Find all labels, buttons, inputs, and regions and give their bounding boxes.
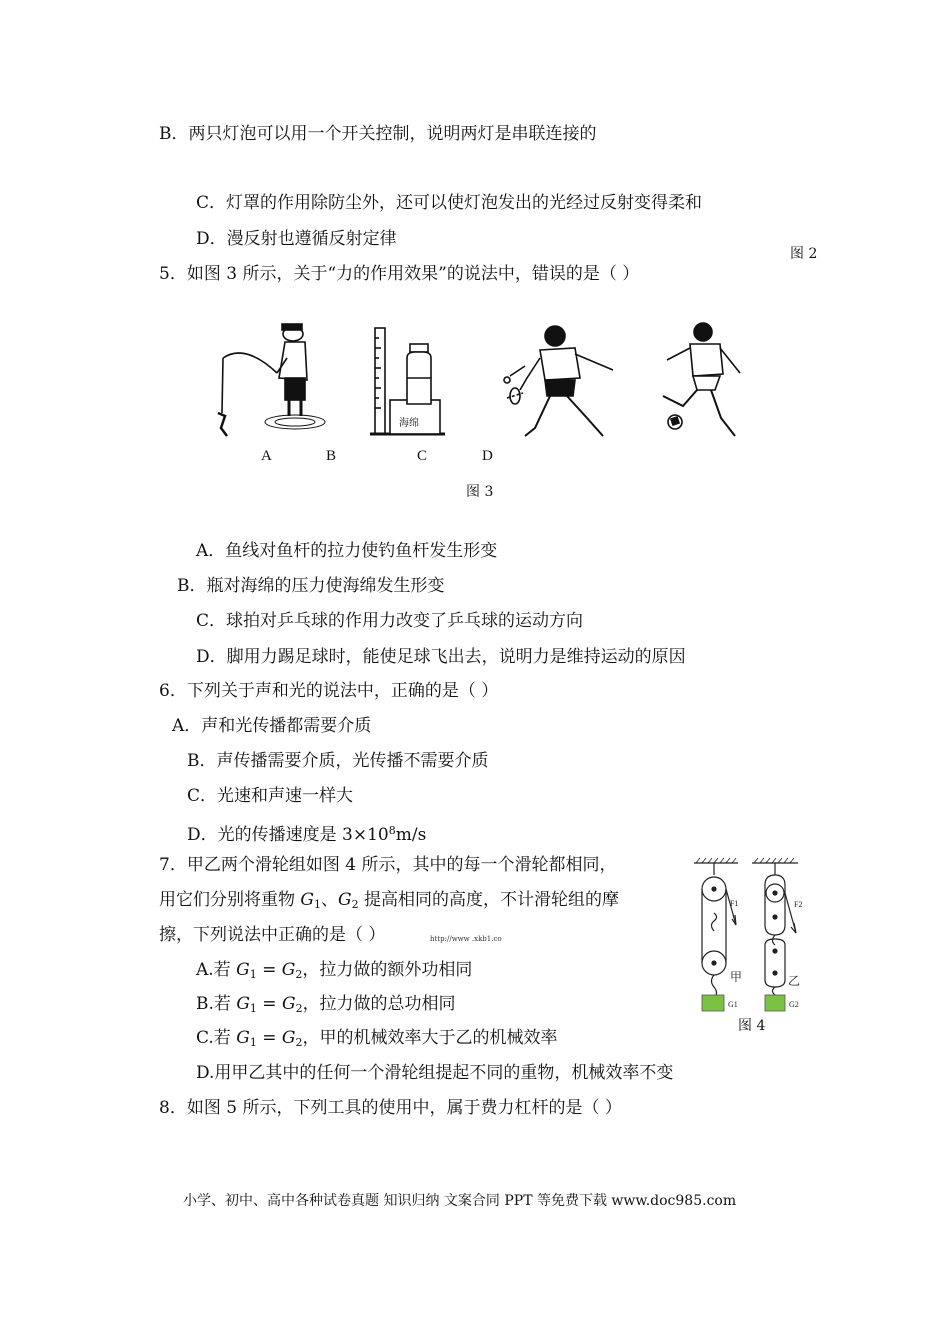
q6-option-b: B．声传播需要介质，光传播不需要介质 xyxy=(187,751,489,771)
pulley-label-jia: 甲 xyxy=(730,970,743,984)
page-footer: 小学、初中、高中各种试卷真题 知识归纳 文案合同 PPT 等免费下载 www.doc985.com xyxy=(183,1193,737,1209)
figure-4-pulleys xyxy=(690,855,815,1020)
table-tennis-drawing xyxy=(504,326,613,436)
pulley-label-g1: G1 xyxy=(728,1000,738,1009)
pulley-label-g2: G2 xyxy=(789,1000,799,1009)
q4-option-b: B．两只灯泡可以用一个开关控制，说明两灯是串联连接的 xyxy=(159,124,597,144)
q7-option-c: C.若 $G_1 = G_2$，甲的机械效率大于乙的机械效率 xyxy=(196,1028,558,1049)
figure-3-illustration xyxy=(215,318,760,448)
figure-4-caption: 图 4 xyxy=(738,1018,766,1034)
q7-stem-line3: 擦，下列说法中正确的是（ ） xyxy=(159,925,386,945)
q7-option-d: D.用甲乙其中的任何一个滑轮组提起不同的重物，机械效率不变 xyxy=(196,1063,674,1083)
q7-option-b: B.若 $G_1 = G_2$，拉力做的总功相同 xyxy=(196,994,456,1015)
figure-2-caption: 图 2 xyxy=(790,246,818,262)
pulley-label-f1: F1 xyxy=(730,899,739,908)
watermark-url: http://www .xkb1.co xyxy=(430,935,502,943)
q4-option-c: C．灯罩的作用除防尘外，还可以使灯泡发出的光经过反射变得柔和 xyxy=(196,193,703,213)
fisherman-drawing xyxy=(218,324,325,436)
q5-option-d: D．脚用力踢足球时，能使足球飞出去，说明力是维持运动的原因 xyxy=(196,647,686,667)
q5-stem: 5．如图 3 所示，关于“力的作用效果”的说法中，错误的是（ ） xyxy=(159,264,640,284)
q6-stem: 6．下列关于声和光的说法中，正确的是（ ） xyxy=(159,681,499,701)
pulley-label-f2: F2 xyxy=(794,900,803,909)
figure-3-label-c: C xyxy=(417,448,428,464)
q7-stem-line1: 7．甲乙两个滑轮组如图 4 所示，其中的每一个滑轮都相同， xyxy=(159,855,617,875)
football-drawing xyxy=(663,323,740,436)
sponge-label: 海绵 xyxy=(399,418,419,429)
q7-stem-line2: 用它们分别将重物 $G_1$、$G_2$ 提高相同的高度，不计滑轮组的摩 xyxy=(159,890,619,911)
q6-option-d: D．光的传播速度是 $3\times 10^8m/s$ xyxy=(187,824,427,845)
pulley-label-yi: 乙 xyxy=(788,974,801,988)
q4-option-d: D．漫反射也遵循反射定律 xyxy=(196,229,397,249)
figure-3-label-b: B xyxy=(326,448,337,464)
q5-option-a: A．鱼线对鱼杆的拉力使钓鱼杆发生形变 xyxy=(196,541,498,561)
figure-3-caption: 图 3 xyxy=(466,484,494,500)
q5-option-c: C．球拍对乒乓球的作用力改变了乒乓球的运动方向 xyxy=(196,611,584,631)
q5-option-b: B．瓶对海绵的压力使海绵发生形变 xyxy=(177,576,445,596)
figure-3-label-a: A xyxy=(261,448,272,464)
figure-3-label-d: D xyxy=(482,448,493,464)
q6-option-c: C．光速和声速一样大 xyxy=(187,786,354,806)
q7-option-a: A.若 $G_1 = G_2$，拉力做的额外功相同 xyxy=(196,960,473,981)
q8-stem: 8．如图 5 所示，下列工具的使用中，属于费力杠杆的是（ ） xyxy=(159,1098,622,1118)
q6-option-a: A．声和光传播都需要介质 xyxy=(172,716,372,736)
